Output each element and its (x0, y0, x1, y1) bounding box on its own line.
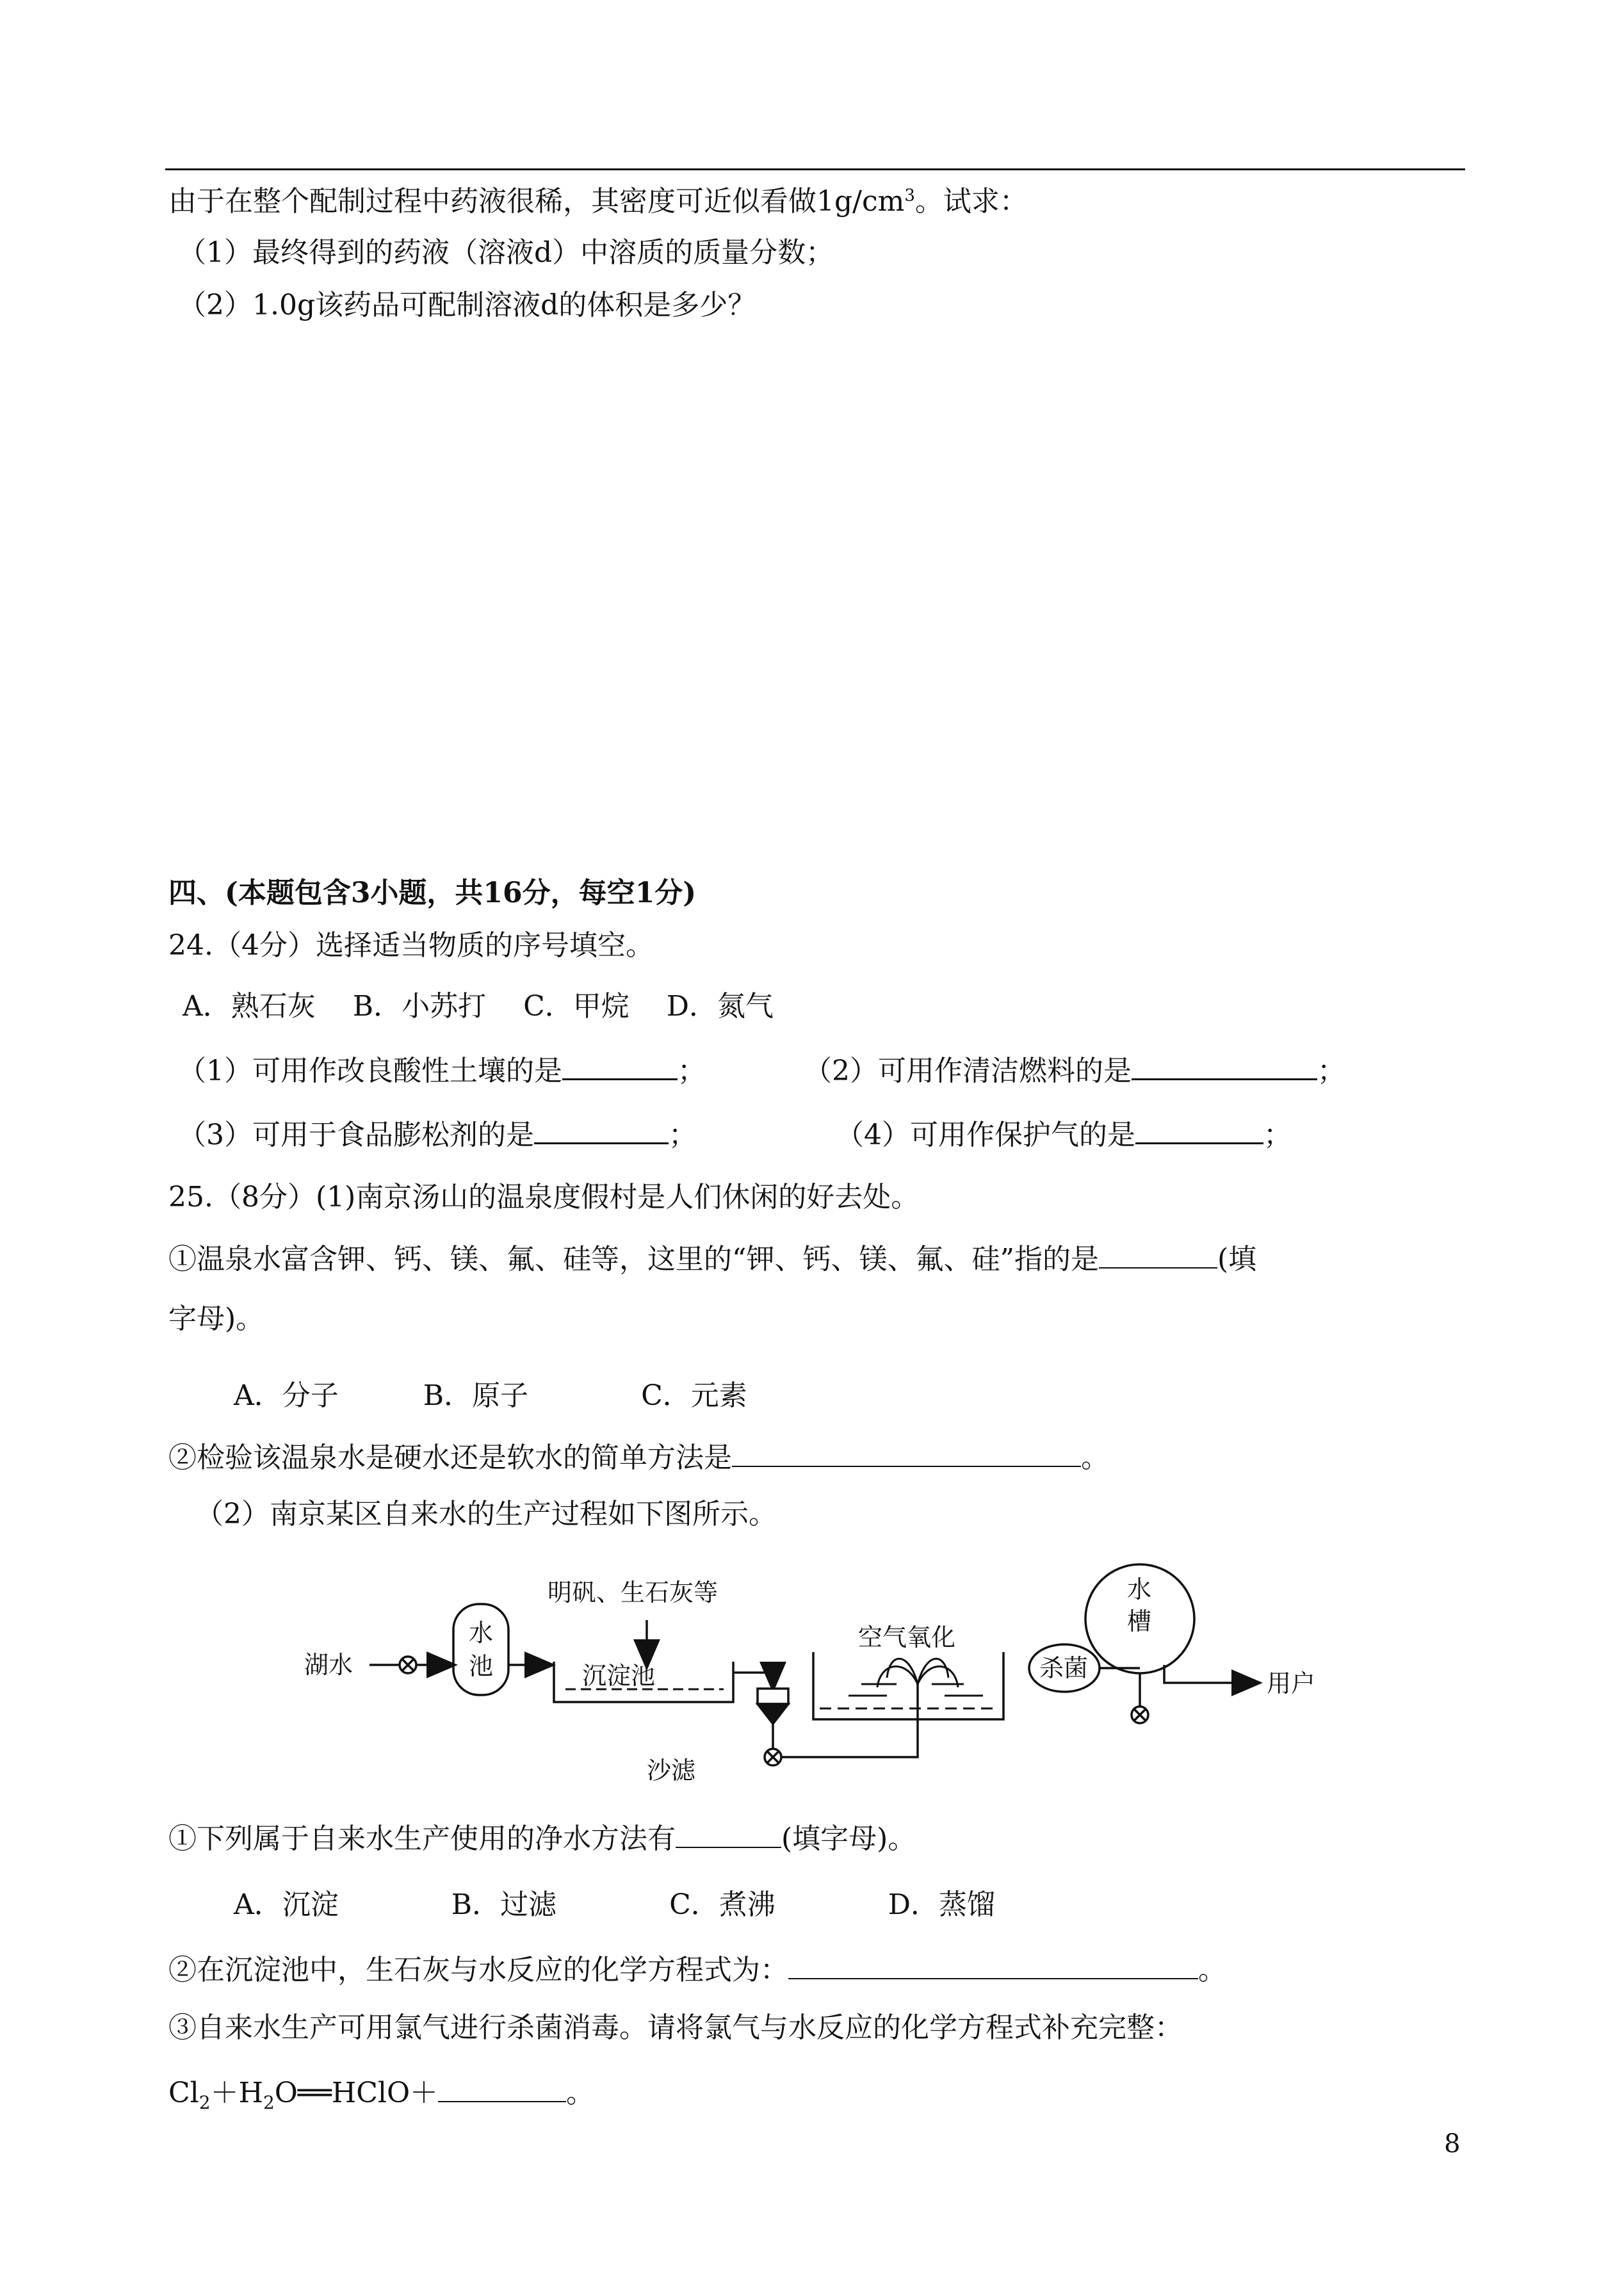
label-tank-1: 水 (1127, 1575, 1152, 1603)
intro-text: 由于在整个配制过程中药液很稀，其密度可近似看做1g/cm (168, 185, 905, 218)
q25-sub-2-end: 。 (1081, 1441, 1109, 1474)
water-pool (453, 1604, 508, 1695)
label-users: 用户 (1267, 1669, 1316, 1698)
intro-text-end: 。试求： (914, 185, 1028, 218)
q25-c1-text: ①下列属于自来水生产使用的净水方法有 (168, 1822, 676, 1855)
q24-part-2-end: ； (1317, 1055, 1345, 1087)
q25-c2 (168, 1950, 1226, 1990)
q24-part-2 (804, 1050, 1345, 1091)
q24-part-3 (178, 1114, 697, 1155)
q25-c3: ③自来水生产可用氯气进行杀菌消毒。请将氯气与水反应的化学方程式补充完整： (168, 2011, 1183, 2044)
q25-stem: 25.（8分）(1)南京汤山的温泉度假村是人们休闲的好去处。 (168, 1181, 920, 1213)
q25-sub-2 (168, 1438, 1109, 1477)
eq-rest: O══HClO＋ (274, 2077, 439, 2109)
q25-c1-options: A．沉淀 B．过滤 C．煮沸 D．蒸馏 (234, 1888, 996, 1921)
answer-blank-24-2[interactable] (1132, 1050, 1317, 1080)
q25-c1 (168, 1819, 916, 1858)
q24-stem: 24.（4分）选择适当物质的序号填空。 (168, 929, 654, 962)
q25-c2-text: ②在沉淀池中，生石灰与水反应的化学方程式为： (168, 1954, 788, 1986)
label-tank-2: 槽 (1127, 1607, 1152, 1635)
q24-part-3-text: （3）可用于食品膨松剂的是 (178, 1119, 534, 1151)
answer-blank-25-c1[interactable] (676, 1819, 781, 1848)
q25-sub-1-options: A．分子 B．原子 C．元素 (234, 1379, 747, 1412)
superscript: 3 (904, 186, 915, 206)
answer-blank-25-1[interactable] (1099, 1239, 1217, 1269)
label-settling-tank: 沉淀池 (582, 1662, 656, 1690)
label-chemicals: 明矾、生石灰等 (548, 1578, 719, 1607)
q25-part-2-intro: （2）南京某区自来水的生产过程如下图所示。 (195, 1498, 777, 1530)
answer-blank-25-eq[interactable] (438, 2073, 566, 2102)
answer-blank-24-4[interactable] (1135, 1114, 1263, 1144)
q24-options: A．熟石灰 B．小苏打 C．甲烷 D．氮气 (183, 990, 774, 1023)
subscript: 2 (263, 2091, 275, 2113)
label-pool-1: 水 (469, 1619, 494, 1647)
q25-sub-1-text: ①温泉水富含钾、钙、镁、氟、硅等，这里的“钾、钙、镁、氟、硅”指的是 (168, 1243, 1099, 1276)
q25-sub-2-text: ②检验该温泉水是硬水还是软水的简单方法是 (168, 1441, 732, 1474)
eq-end: 。 (566, 2077, 595, 2109)
top-rule (165, 168, 1465, 170)
answer-blank-24-3[interactable] (534, 1114, 669, 1144)
intro-question-2: （2）1.0g该药品可配制溶液d的体积是多少？ (178, 289, 756, 321)
page-number: 8 (1444, 2129, 1461, 2159)
q24-part-3-end: ； (669, 1119, 697, 1151)
water-treatment-diagram (298, 1556, 1361, 1793)
q24-part-2-text: （2）可用作清洁燃料的是 (804, 1055, 1132, 1087)
answer-blank-25-c2[interactable] (788, 1950, 1198, 1979)
label-sand-filter: 沙滤 (647, 1756, 696, 1785)
q24-part-1-text: （1）可用作改良酸性土壤的是 (178, 1055, 562, 1087)
q25-sub-1-end: (填 (1217, 1243, 1257, 1276)
q24-part-4-end: ； (1263, 1119, 1292, 1151)
answer-blank-24-1[interactable] (562, 1050, 678, 1080)
q24-part-1-end: ； (678, 1055, 706, 1087)
q25-equation (168, 2073, 594, 2113)
q24-part-4 (836, 1114, 1292, 1155)
subscript: 2 (199, 2091, 211, 2113)
label-lake-water: 湖水 (304, 1651, 353, 1679)
q24-part-1 (178, 1050, 706, 1091)
q25-c2-end: 。 (1198, 1954, 1226, 1986)
q25-sub-1 (168, 1239, 1256, 1279)
q24-part-4-text: （4）可用作保护气的是 (836, 1119, 1135, 1151)
label-sterilize: 杀菌 (1039, 1654, 1089, 1682)
label-pool-2: 池 (469, 1652, 494, 1680)
q25-sub-1-line-2: 字母)。 (168, 1302, 264, 1335)
intro-line (168, 182, 1028, 221)
q25-c1-end: (填字母)。 (781, 1822, 916, 1855)
eq-cl: Cl (168, 2077, 199, 2109)
section-heading: 四、(本题包含3小题，共16分，每空1分) (168, 877, 697, 909)
answer-blank-25-2[interactable] (732, 1438, 1081, 1467)
label-air-oxidation: 空气氧化 (858, 1623, 956, 1651)
intro-question-1: （1）最终得到的药液（溶液d）中溶质的质量分数； (178, 236, 834, 269)
eq-plus-h: ＋H (210, 2077, 263, 2109)
